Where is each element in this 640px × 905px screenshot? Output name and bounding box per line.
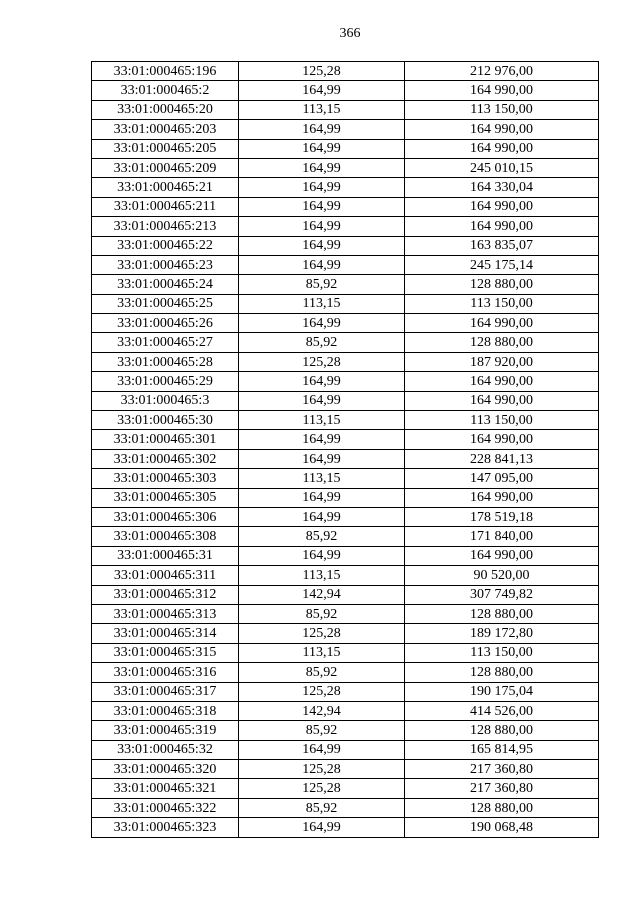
table-row xyxy=(92,275,599,294)
cadastral-number-cell: 33:01:000465:314 xyxy=(92,624,239,643)
area-cell: 164,99 xyxy=(239,391,405,410)
area-cell: 113,15 xyxy=(239,643,405,662)
area-cell: 164,99 xyxy=(239,255,405,274)
area-cell: 164,99 xyxy=(239,314,405,333)
table-row xyxy=(92,372,599,391)
area-cell: 125,28 xyxy=(239,624,405,643)
table-row xyxy=(92,643,599,662)
value-cell: 164 990,00 xyxy=(405,430,599,449)
value-cell: 128 880,00 xyxy=(405,333,599,352)
area-cell: 125,28 xyxy=(239,760,405,779)
value-cell: 128 880,00 xyxy=(405,604,599,623)
cadastral-number-cell: 33:01:000465:311 xyxy=(92,566,239,585)
cadastral-number-cell: 33:01:000465:305 xyxy=(92,488,239,507)
table-row xyxy=(92,217,599,236)
value-cell: 217 360,80 xyxy=(405,779,599,798)
area-cell: 113,15 xyxy=(239,411,405,430)
table-row xyxy=(92,469,599,488)
cadastral-number-cell: 33:01:000465:308 xyxy=(92,527,239,546)
area-cell: 164,99 xyxy=(239,449,405,468)
area-cell: 142,94 xyxy=(239,701,405,720)
value-cell: 164 990,00 xyxy=(405,81,599,100)
table-row xyxy=(92,449,599,468)
table-row xyxy=(92,391,599,410)
value-cell: 245 010,15 xyxy=(405,158,599,177)
area-cell: 164,99 xyxy=(239,372,405,391)
cadastral-number-cell: 33:01:000465:3 xyxy=(92,391,239,410)
value-cell: 164 990,00 xyxy=(405,488,599,507)
cadastral-number-cell: 33:01:000465:21 xyxy=(92,178,239,197)
value-cell: 307 749,82 xyxy=(405,585,599,604)
table-row xyxy=(92,818,599,837)
area-cell: 85,92 xyxy=(239,333,405,352)
area-cell: 125,28 xyxy=(239,352,405,371)
cadastral-number-cell: 33:01:000465:301 xyxy=(92,430,239,449)
cadastral-number-cell: 33:01:000465:320 xyxy=(92,760,239,779)
value-cell: 217 360,80 xyxy=(405,760,599,779)
cadastral-number-cell: 33:01:000465:25 xyxy=(92,294,239,313)
value-cell: 190 068,48 xyxy=(405,818,599,837)
area-cell: 164,99 xyxy=(239,197,405,216)
value-cell: 164 990,00 xyxy=(405,197,599,216)
table-row xyxy=(92,62,599,81)
table-row xyxy=(92,760,599,779)
area-cell: 113,15 xyxy=(239,469,405,488)
value-cell: 178 519,18 xyxy=(405,507,599,526)
value-cell: 171 840,00 xyxy=(405,527,599,546)
table-row xyxy=(92,333,599,352)
cadastral-number-cell: 33:01:000465:30 xyxy=(92,411,239,430)
cadastral-number-cell: 33:01:000465:23 xyxy=(92,255,239,274)
table-row xyxy=(92,352,599,371)
table-row xyxy=(92,585,599,604)
table-row xyxy=(92,430,599,449)
cadastral-number-cell: 33:01:000465:315 xyxy=(92,643,239,662)
area-cell: 164,99 xyxy=(239,217,405,236)
area-cell: 164,99 xyxy=(239,139,405,158)
value-cell: 189 172,80 xyxy=(405,624,599,643)
value-cell: 113 150,00 xyxy=(405,100,599,119)
table-row xyxy=(92,488,599,507)
cadastral-number-cell: 33:01:000465:31 xyxy=(92,546,239,565)
cadastral-number-cell: 33:01:000465:213 xyxy=(92,217,239,236)
table-row xyxy=(92,255,599,274)
value-cell: 228 841,13 xyxy=(405,449,599,468)
area-cell: 164,99 xyxy=(239,507,405,526)
table-row xyxy=(92,294,599,313)
value-cell: 190 175,04 xyxy=(405,682,599,701)
value-cell: 113 150,00 xyxy=(405,294,599,313)
table-row xyxy=(92,314,599,333)
area-cell: 113,15 xyxy=(239,294,405,313)
area-cell: 113,15 xyxy=(239,100,405,119)
table-row xyxy=(92,507,599,526)
table-row xyxy=(92,411,599,430)
value-cell: 212 976,00 xyxy=(405,62,599,81)
area-cell: 125,28 xyxy=(239,682,405,701)
value-cell: 164 990,00 xyxy=(405,546,599,565)
cadastral-number-cell: 33:01:000465:29 xyxy=(92,372,239,391)
table-row xyxy=(92,566,599,585)
table-row xyxy=(92,779,599,798)
area-cell: 113,15 xyxy=(239,566,405,585)
cadastral-number-cell: 33:01:000465:319 xyxy=(92,721,239,740)
value-cell: 164 990,00 xyxy=(405,120,599,139)
value-cell: 128 880,00 xyxy=(405,798,599,817)
cadastral-number-cell: 33:01:000465:22 xyxy=(92,236,239,255)
cadastral-number-cell: 33:01:000465:321 xyxy=(92,779,239,798)
table-row xyxy=(92,721,599,740)
cadastral-number-cell: 33:01:000465:323 xyxy=(92,818,239,837)
area-cell: 164,99 xyxy=(239,488,405,507)
area-cell: 85,92 xyxy=(239,721,405,740)
table-row xyxy=(92,740,599,759)
area-cell: 125,28 xyxy=(239,62,405,81)
table-row xyxy=(92,798,599,817)
value-cell: 164 990,00 xyxy=(405,139,599,158)
cadastral-number-cell: 33:01:000465:28 xyxy=(92,352,239,371)
value-cell: 245 175,14 xyxy=(405,255,599,274)
table-row xyxy=(92,546,599,565)
table-row xyxy=(92,100,599,119)
page-number: 366 xyxy=(339,26,361,41)
area-cell: 125,28 xyxy=(239,779,405,798)
table-body xyxy=(92,62,599,838)
area-cell: 164,99 xyxy=(239,818,405,837)
cadastral-table xyxy=(91,61,599,838)
table-row xyxy=(92,604,599,623)
table-row xyxy=(92,624,599,643)
value-cell: 164 990,00 xyxy=(405,372,599,391)
cadastral-number-cell: 33:01:000465:32 xyxy=(92,740,239,759)
area-cell: 85,92 xyxy=(239,663,405,682)
cadastral-number-cell: 33:01:000465:196 xyxy=(92,62,239,81)
cadastral-number-cell: 33:01:000465:20 xyxy=(92,100,239,119)
area-cell: 164,99 xyxy=(239,120,405,139)
cadastral-number-cell: 33:01:000465:27 xyxy=(92,333,239,352)
cadastral-number-cell: 33:01:000465:316 xyxy=(92,663,239,682)
area-cell: 164,99 xyxy=(239,178,405,197)
cadastral-number-cell: 33:01:000465:306 xyxy=(92,507,239,526)
area-cell: 164,99 xyxy=(239,740,405,759)
area-cell: 85,92 xyxy=(239,527,405,546)
cadastral-number-cell: 33:01:000465:313 xyxy=(92,604,239,623)
value-cell: 128 880,00 xyxy=(405,275,599,294)
cadastral-number-cell: 33:01:000465:303 xyxy=(92,469,239,488)
value-cell: 90 520,00 xyxy=(405,566,599,585)
value-cell: 147 095,00 xyxy=(405,469,599,488)
table-row xyxy=(92,178,599,197)
table-row xyxy=(92,701,599,720)
area-cell: 164,99 xyxy=(239,81,405,100)
area-cell: 85,92 xyxy=(239,798,405,817)
area-cell: 142,94 xyxy=(239,585,405,604)
table-row xyxy=(92,81,599,100)
area-cell: 164,99 xyxy=(239,158,405,177)
table-row xyxy=(92,236,599,255)
cadastral-number-cell: 33:01:000465:322 xyxy=(92,798,239,817)
cadastral-number-cell: 33:01:000465:211 xyxy=(92,197,239,216)
area-cell: 85,92 xyxy=(239,604,405,623)
value-cell: 164 990,00 xyxy=(405,217,599,236)
cadastral-number-cell: 33:01:000465:318 xyxy=(92,701,239,720)
table-row xyxy=(92,139,599,158)
cadastral-number-cell: 33:01:000465:205 xyxy=(92,139,239,158)
cadastral-number-cell: 33:01:000465:312 xyxy=(92,585,239,604)
value-cell: 113 150,00 xyxy=(405,643,599,662)
area-cell: 85,92 xyxy=(239,275,405,294)
table-row xyxy=(92,120,599,139)
area-cell: 164,99 xyxy=(239,546,405,565)
cadastral-number-cell: 33:01:000465:203 xyxy=(92,120,239,139)
value-cell: 187 920,00 xyxy=(405,352,599,371)
table-row xyxy=(92,527,599,546)
cadastral-number-cell: 33:01:000465:317 xyxy=(92,682,239,701)
value-cell: 164 990,00 xyxy=(405,314,599,333)
table-row xyxy=(92,158,599,177)
cadastral-number-cell: 33:01:000465:2 xyxy=(92,81,239,100)
cadastral-number-cell: 33:01:000465:209 xyxy=(92,158,239,177)
table-row xyxy=(92,682,599,701)
cadastral-number-cell: 33:01:000465:302 xyxy=(92,449,239,468)
value-cell: 128 880,00 xyxy=(405,663,599,682)
area-cell: 164,99 xyxy=(239,236,405,255)
value-cell: 164 330,04 xyxy=(405,178,599,197)
cadastral-number-cell: 33:01:000465:26 xyxy=(92,314,239,333)
value-cell: 128 880,00 xyxy=(405,721,599,740)
cadastral-number-cell: 33:01:000465:24 xyxy=(92,275,239,294)
value-cell: 163 835,07 xyxy=(405,236,599,255)
value-cell: 165 814,95 xyxy=(405,740,599,759)
area-cell: 164,99 xyxy=(239,430,405,449)
value-cell: 164 990,00 xyxy=(405,391,599,410)
value-cell: 414 526,00 xyxy=(405,701,599,720)
table-row xyxy=(92,197,599,216)
table-row xyxy=(92,663,599,682)
value-cell: 113 150,00 xyxy=(405,411,599,430)
